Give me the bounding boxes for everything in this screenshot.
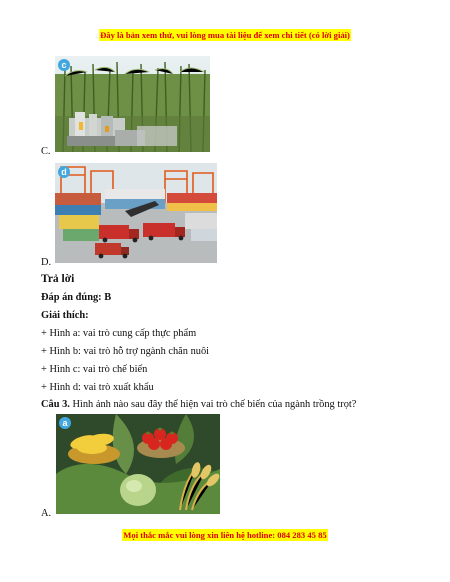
hotline-banner [0, 525, 450, 543]
question-3-label: Câu 3. [41, 399, 70, 410]
question-3 [41, 399, 356, 410]
option-d-label: d [58, 166, 70, 178]
option-c-label: c [58, 59, 70, 71]
explanation-d: + Hình d: vai trò xuất khẩu [41, 382, 154, 393]
explanation-b: + Hình b: vai trò hỗ trợ ngành chăn nuôi [41, 346, 210, 357]
vegetables-fruits-illustration [56, 414, 220, 514]
question-3-option-a-image [56, 414, 220, 514]
preview-banner [0, 25, 450, 43]
question-3-text: Hình ảnh nào sau đây thể hiện vai trò chế biến của ngành trồng trọt? [69, 399, 357, 410]
option-d-letter: D. [41, 257, 52, 268]
preview-banner-text: Đây là bản xem thử, vui lòng mua tài liệu để xem chi tiết (có lời giải) [100, 30, 350, 40]
answer-heading: Trả lời [41, 273, 75, 285]
question-3-option-a-label: a [59, 417, 71, 429]
option-c-letter: C. [41, 146, 51, 157]
question-3-option-a-letter: A. [41, 508, 52, 519]
option-c-image [55, 56, 210, 152]
explanation-c: + Hình c: vai trò chế biến [41, 364, 148, 375]
explanation-a: + Hình a: vai trò cung cấp thực phẩm [41, 328, 197, 339]
container-port-illustration [55, 163, 217, 263]
hotline-banner-text: Mọi thắc mắc vui lòng xin liên hệ hotline: 084 283 45 85 [123, 530, 327, 540]
option-d-image [55, 163, 217, 263]
explanation-heading: Giải thích: [41, 310, 89, 321]
correct-answer: Đáp án đúng: B [41, 292, 112, 303]
sugarcane-factory-illustration [55, 56, 210, 152]
